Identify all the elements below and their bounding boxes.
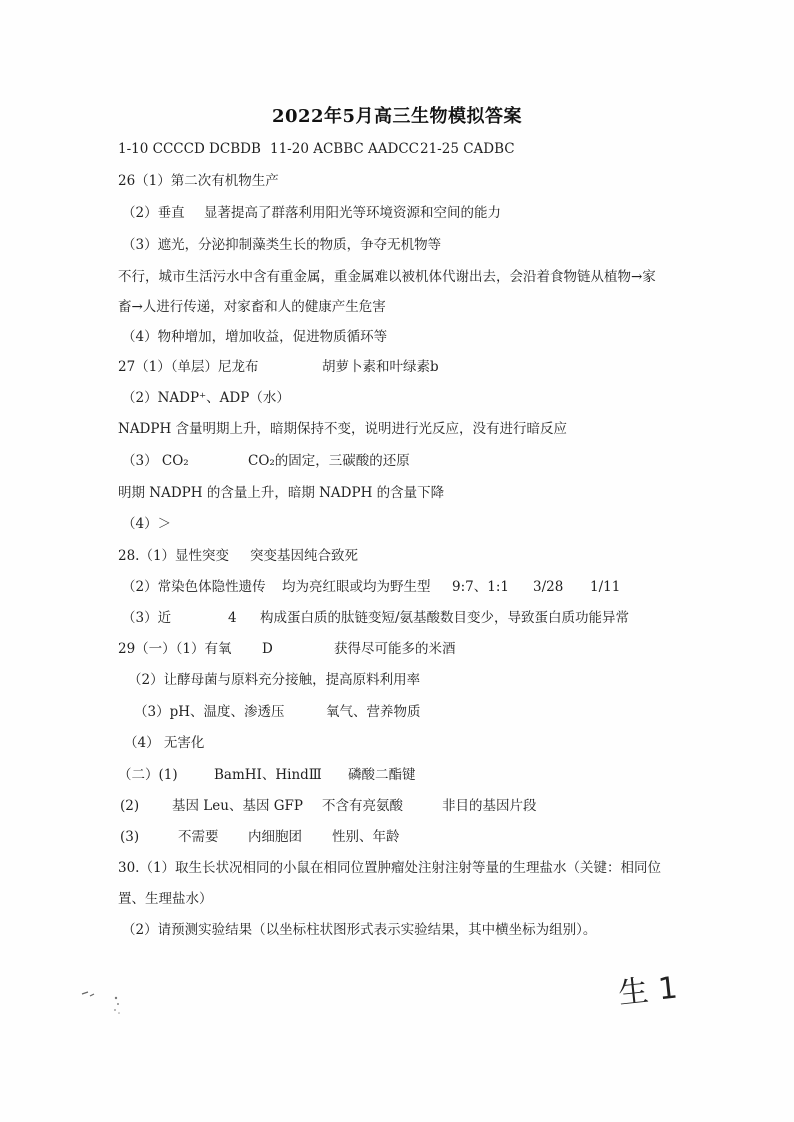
- q29-line-7b: 不需要: [178, 829, 219, 845]
- q29-line-6c: 不含有亮氨酸: [322, 798, 403, 814]
- q29-line-4: （4） 无害化: [124, 735, 205, 751]
- q27-line-1b: 胡萝卜素和叶绿素b: [322, 359, 439, 375]
- q26-line-2b: 显著提高了群落利用阳光等环境资源和空间的能力: [204, 205, 501, 221]
- q29-line-7c: 内细胞团: [248, 829, 302, 845]
- page-title: 2022年5月高三生物模拟答案: [271, 106, 523, 127]
- q27-line-4a: （3） CO₂: [122, 453, 189, 469]
- q28-line-1a: 28.（1）显性突变: [118, 548, 230, 564]
- q27-line-4b: CO₂的固定，三碳酸的还原: [248, 453, 410, 469]
- q26-line-1: 26（1）第二次有机物生产: [118, 173, 279, 189]
- q28-line-3b: 4: [228, 610, 237, 626]
- q30-line-2: 置、生理盐水）: [118, 891, 213, 907]
- q29-line-2: （2）让酵母菌与原料充分接触，提高原料利用率: [128, 672, 421, 688]
- q29-line-5c: 磷酸二酯键: [348, 767, 416, 783]
- q28-line-1b: 突变基因纯合致死: [250, 548, 358, 564]
- q27-line-5: 明期 NADPH 的含量上升，暗期 NADPH 的含量下降: [118, 485, 445, 501]
- q26-line-3: （3）遮光，分泌抑制藻类生长的物质，争夺无机物等: [122, 237, 442, 253]
- q29-line-1a: 29（一）（1）有氧: [118, 641, 232, 657]
- q30-line-3: （2）请预测实验结果（以坐标柱状图形式表示实验结果，其中横坐标为组别）。: [122, 922, 597, 938]
- q28-line-3c: 构成蛋白质的肽链变短/氨基酸数目变少，导致蛋白质功能异常: [260, 610, 630, 626]
- q28-line-2b: 均为亮红眼或均为野生型: [282, 579, 431, 595]
- q29-line-1b: D: [262, 641, 273, 657]
- mc-group-1: 1-10 CCCCD DCBDB: [118, 141, 261, 157]
- q29-line-5b: BamHⅠ、HindⅢ: [214, 767, 322, 783]
- q27-line-6: （4）＞: [122, 516, 172, 532]
- q26-line-2a: （2）垂直: [122, 205, 185, 221]
- mc-group-2: 11-20 ACBBC AADCC: [270, 141, 419, 157]
- q29-line-6a: (2): [120, 798, 140, 814]
- q28-line-2e: 1/11: [590, 579, 621, 595]
- q29-line-6b: 基因 Leu、基因 GFP: [172, 798, 303, 814]
- mc-group-3: 21-25 CADBC: [420, 141, 515, 157]
- q27-line-3: NADPH 含量明期上升，暗期保持不变，说明进行光反应，没有进行暗反应: [118, 421, 568, 437]
- q29-line-6d: 非目的基因片段: [442, 798, 537, 814]
- q29-line-7d: 性别、年龄: [332, 829, 400, 845]
- q29-line-1c: 获得尽可能多的米酒: [334, 641, 456, 657]
- handwritten-page-mark: 生1: [616, 969, 690, 1012]
- q29-line-3a: （3）pH、温度、渗透压: [134, 704, 285, 720]
- q29-line-3b: 氧气、营养物质: [326, 704, 421, 720]
- q29-line-5a: （二）(1): [118, 767, 178, 783]
- q28-line-3a: （3）近: [122, 610, 172, 626]
- q27-line-2: （2）NADP⁺、ADP（水）: [122, 390, 290, 406]
- q28-line-2a: （2）常染色体隐性遗传: [122, 579, 266, 595]
- scan-specks: [80, 982, 140, 1022]
- q29-line-7a: (3): [120, 829, 140, 845]
- q26-line-4: 不行，城市生活污水中含有重金属，重金属难以被机体代谢出去，会沿着食物链从植物→家: [118, 269, 656, 285]
- q28-line-2c: 9:7、1:1: [452, 579, 509, 595]
- q27-line-1a: 27（1）（单层）尼龙布: [118, 359, 259, 375]
- q28-line-2d: 3/28: [533, 579, 564, 595]
- q26-line-6: （4）物种增加，增加收益，促进物质循环等: [122, 329, 388, 345]
- q26-line-5: 畜→人进行传递，对家畜和人的健康产生危害: [118, 299, 386, 315]
- q30-line-1: 30.（1）取生长状况相同的小鼠在相同位置肿瘤处注射注射等量的生理盐水（关键：相同位: [118, 860, 662, 876]
